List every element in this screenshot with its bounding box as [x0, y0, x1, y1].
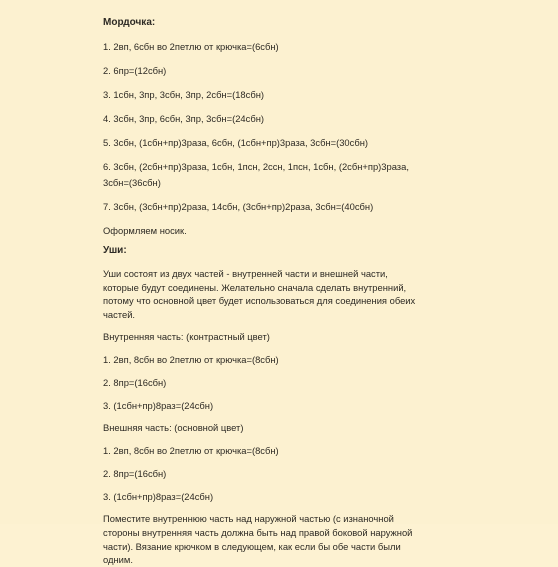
outer-row-1: 1. 2вп, 8сбн во 2петлю от крючка=(8сбн)	[103, 445, 279, 457]
inner-row-2: 2. 8пр=(16сбн)	[103, 377, 167, 389]
final-line-3: части). Вязание крючком в следующем, как если бы обе части были	[103, 540, 401, 552]
ears-heading: Уши:	[103, 245, 127, 256]
muzzle-row-5: 5. 3сбн, (1сбн+пр)3раза, 6сбн, (1сбн+пр)3раза, 3сбн=(30сбн)	[103, 137, 368, 148]
outer-row-2: 2. 8пр=(16сбн)	[103, 468, 167, 480]
inner-row-1: 1. 2вп, 8сбн во 2петлю от крючка=(8сбн)	[103, 354, 279, 366]
muzzle-row-1: 1. 2вп, 6сбн во 2петлю от крючка=(6сбн)	[103, 41, 279, 52]
outer-row-3: 3. (1сбн+пр)8раз=(24сбн)	[103, 491, 214, 503]
muzzle-row-6: 6. 3сбн, (2сбн+пр)3раза, 1сбн, 1псн, 2ссн, 1псн, 1сбн, (2сбн+пр)3раза,	[103, 161, 409, 172]
muzzle-row-2: 2. 6пр=(12сбн)	[103, 65, 167, 76]
nose-note: Оформляем носик.	[103, 225, 187, 236]
inner-row-3: 3. (1сбн+пр)8раз=(24сбн)	[103, 400, 214, 412]
final-line-4: одним.	[103, 554, 133, 566]
document-content	[103, 10, 483, 567]
final-instructions	[103, 512, 483, 566]
outer-part-heading: Внешняя часть: (основной цвет)	[103, 422, 244, 434]
ears-description	[103, 267, 483, 321]
ears-line-3: потому что основной цвет будет использоваться для соединения обеих	[103, 295, 416, 307]
ears-line-4: частей.	[103, 308, 136, 320]
inner-part-heading: Внутренняя часть: (контрастный цвет)	[103, 331, 270, 343]
ears-line-2: которые будут соединены. Желательно сначала сделать внутренний,	[103, 281, 407, 293]
muzzle-row-3: 3. 1сбн, 3пр, 3сбн, 3пр, 2сбн=(18сбн)	[103, 89, 264, 100]
muzzle-row-4: 4. 3сбн, 3пр, 6сбн, 3пр, 3сбн=(24сбн)	[103, 113, 264, 124]
final-line-2: стороны внутренняя часть должна быть над правой боковой наружной	[103, 526, 413, 538]
muzzle-row-7: 7. 3сбн, (3сбн+пр)2раза, 14сбн, (3сбн+пр)2раза, 3сбн=(40сбн)	[103, 201, 374, 212]
final-line-1: Поместите внутреннюю часть над наружной частью (с изнаночной	[103, 513, 394, 525]
muzzle-heading: Мордочка:	[103, 17, 156, 28]
ears-line-1: Уши состоят из двух частей - внутренней части и внешней части,	[103, 268, 388, 279]
muzzle-row-6-cont: 3сбн=(36сбн)	[103, 177, 161, 188]
